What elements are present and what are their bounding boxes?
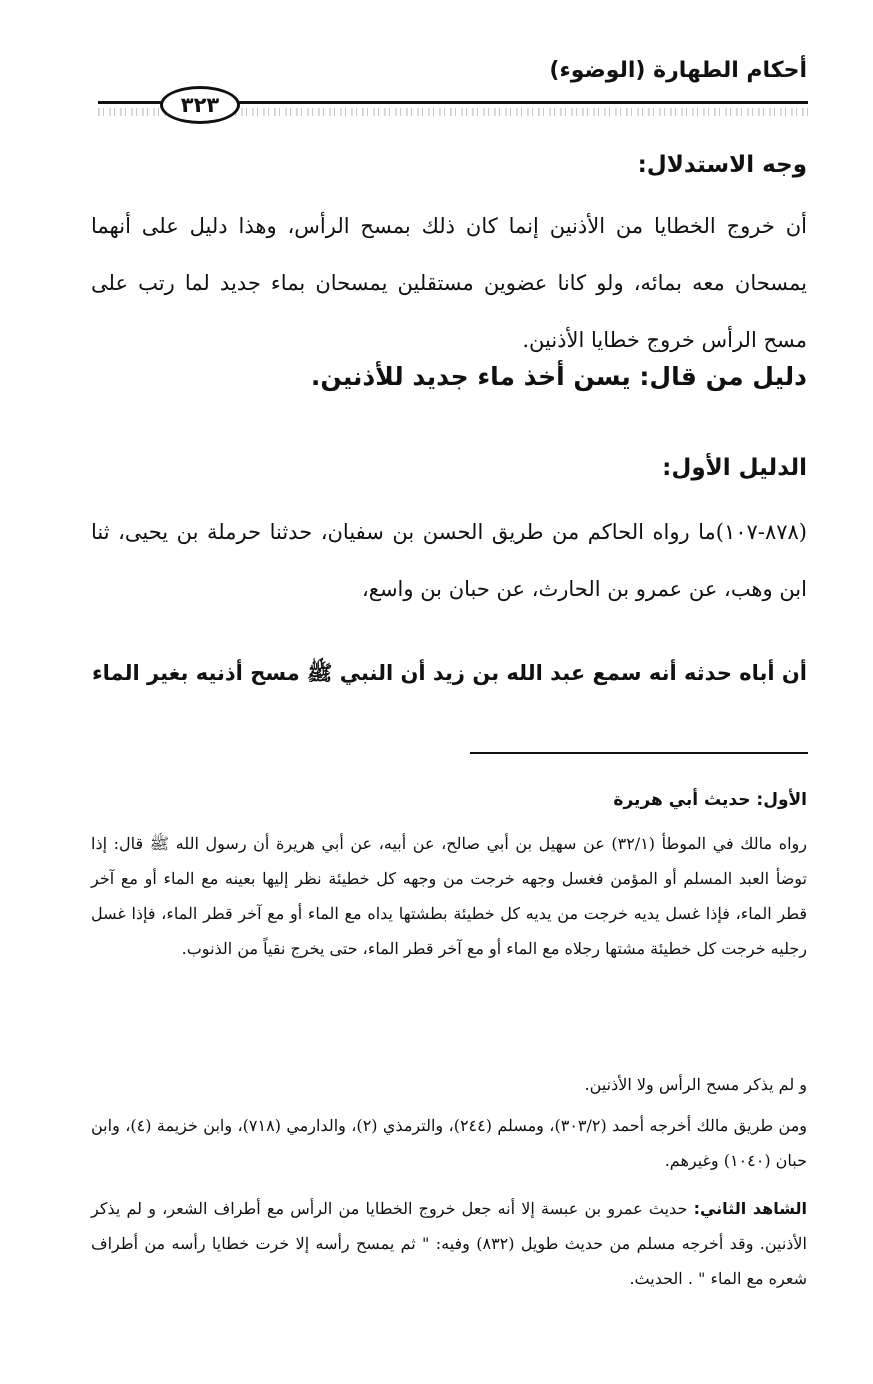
section-heading-inference: وجه الاستدلال:: [637, 152, 807, 178]
paragraph-isnad: (٨٧٨-١٠٧)ما رواه الحاكم من طريق الحسن بن سفيان، حدثنا حرملة بن يحيى، ثنا ابن وهب، عن عمرو بن الحارث، عن حبان بن واسع،: [91, 520, 807, 601]
paragraph-inference: أن خروج الخطايا من الأذنين إنما كان ذلك بمسح الرأس، وهذا دليل على أنهما يمسحان معه بمائه، ولو كانا عضوين مستقلين يمسحان بماء جديد لما رتب على مسح الرأس خروج خطايا الأذنين.: [91, 214, 807, 352]
hadith-matn: أن أباه حدثه أنه سمع عبد الله بن زيد أن النبي ﷺ مسح أذنيه بغير الماء: [91, 661, 807, 685]
footnote-paragraph-1: رواه مالك في الموطأ (٣٢/١) عن سهيل بن أبي صالح، عن أبيه، عن أبي هريرة أن رسول الله ﷺ قال: إذا توضأ العبد المسلم أو المؤمن فغسل وجهه خرجت من وجهه كل خطيئة نظر إليها بعينه مع الماء أو مع آخر قطر الماء، فإذا غسل يديه خرجت من يديه كل خطيئة بطشتها يداه مع الماء أو مع آخر قطر الماء، فإذا غسل رجليه خرجت كل خطيئة مشتها رجلاه مع الماء أو مع آخر قطر الماء، حتى يخرج نقياً من الذنوب.: [91, 834, 808, 958]
running-title: أحكام الطهارة (الوضوء): [549, 58, 807, 83]
footnote-paragraph-3: ومن طريق مالك أخرجه أحمد (٣٠٣/٢)، ومسلم (٢٤٤)، والترمذي (٢)، والدارمي (٧١٨)، وابن خزيمة (٤)، وابن حبان (١٠٤٠) وغيرهم.: [91, 1116, 808, 1170]
footnote-lead: الشاهد الثاني:: [693, 1199, 808, 1218]
footnote-separator: [470, 752, 808, 754]
footnote-paragraph-2: و لم يذكر مسح الرأس ولا الأذنين.: [584, 1075, 807, 1094]
footnote-body: حديث عمرو بن عبسة إلا أنه جعل خروج الخطايا من الرأس مع أطراف الشعر، و لم يذكر الأذنين. وقد أخرجه مسلم من حديث طويل (٨٣٢) وفيه: " ثم يمسح رأسه إلا خرت خطايا رأسه من أطراف شعره مع الماء " . الحديث.: [91, 1199, 807, 1288]
page-number: ٣٢٣: [160, 86, 240, 124]
footnote-paragraph-4: [91, 1191, 807, 1296]
footnote-heading: الأول: حديث أبي هريرة: [613, 790, 807, 810]
section-heading-evidence: دليل من قال: يسن أخذ ماء جديد للأذنين.: [310, 362, 807, 391]
subheading-first-evidence: الدليل الأول:: [662, 455, 807, 481]
